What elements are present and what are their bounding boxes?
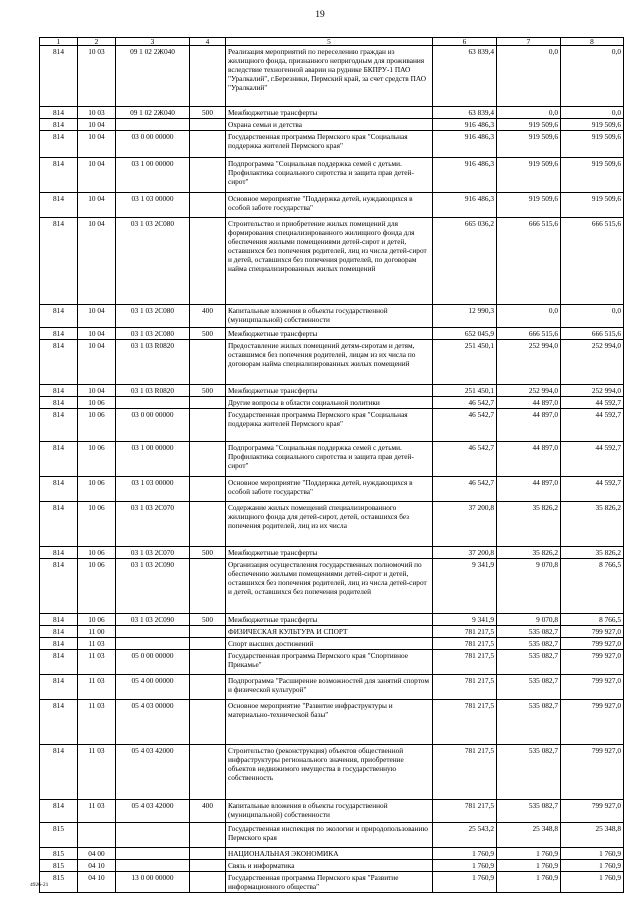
table-row bbox=[40, 218, 624, 305]
expense-type-cell bbox=[190, 745, 226, 800]
amount-year2-cell: 252 994,0 bbox=[497, 340, 561, 385]
expense-type-cell bbox=[190, 559, 226, 614]
row-code-cell: 814 bbox=[40, 559, 78, 614]
expense-type-cell: 500 bbox=[190, 107, 226, 119]
expense-type-cell bbox=[190, 823, 226, 848]
target-article-cell bbox=[116, 848, 190, 860]
target-article-cell: 03 0 00 00000 bbox=[116, 409, 190, 442]
amount-year2-cell: 44 897,0 bbox=[497, 409, 561, 442]
section-code-cell: 10 04 bbox=[78, 218, 116, 305]
expense-type-cell: 500 bbox=[190, 328, 226, 340]
amount-year2-cell: 44 897,0 bbox=[497, 477, 561, 502]
target-article-cell bbox=[116, 119, 190, 131]
amount-year2-cell: 35 826,2 bbox=[497, 502, 561, 547]
amount-year2-cell: 535 082,7 bbox=[497, 700, 561, 745]
amount-year2-cell: 1 760,9 bbox=[497, 860, 561, 872]
target-article-cell bbox=[116, 638, 190, 650]
table-row bbox=[40, 559, 624, 614]
table-row bbox=[40, 650, 624, 675]
section-code-cell: 10 04 bbox=[78, 193, 116, 218]
target-article-cell: 03 1 03 2С090 bbox=[116, 614, 190, 626]
description-cell: Межбюджетные трансферты bbox=[226, 107, 433, 119]
target-article-cell: 03 1 03 2С070 bbox=[116, 547, 190, 559]
amount-year1-cell: 781 217,5 bbox=[433, 626, 497, 638]
row-code-cell: 815 bbox=[40, 860, 78, 872]
amount-year1-cell: 781 217,5 bbox=[433, 650, 497, 675]
section-code-cell: 11 03 bbox=[78, 650, 116, 675]
section-code-cell: 10 04 bbox=[78, 305, 116, 328]
amount-year2-cell: 44 897,0 bbox=[497, 442, 561, 477]
target-article-cell bbox=[116, 626, 190, 638]
amount-year3-cell: 0,0 bbox=[561, 107, 624, 119]
row-code-cell: 815 bbox=[40, 823, 78, 848]
amount-year3-cell: 44 592,7 bbox=[561, 409, 624, 442]
amount-year2-cell: 535 082,7 bbox=[497, 745, 561, 800]
target-article-cell: 05 4 00 00000 bbox=[116, 675, 190, 700]
header-cell: 8 bbox=[561, 38, 624, 46]
description-cell: Подпрограмма "Социальная поддержка семей с детьми. Профилактика социального сиротства и защита прав детей-сирот" bbox=[226, 442, 433, 477]
amount-year2-cell: 919 509,6 bbox=[497, 119, 561, 131]
amount-year3-cell: 0,0 bbox=[561, 305, 624, 328]
row-code-cell: 814 bbox=[40, 397, 78, 409]
section-code-cell: 10 04 bbox=[78, 328, 116, 340]
amount-year3-cell: 252 994,0 bbox=[561, 340, 624, 385]
table-row bbox=[40, 119, 624, 131]
amount-year1-cell: 916 486,3 bbox=[433, 131, 497, 158]
amount-year2-cell: 535 082,7 bbox=[497, 626, 561, 638]
table-row bbox=[40, 872, 624, 893]
row-code-cell: 814 bbox=[40, 442, 78, 477]
target-article-cell: 03 1 03 00000 bbox=[116, 193, 190, 218]
amount-year1-cell: 665 036,2 bbox=[433, 218, 497, 305]
expense-type-cell bbox=[190, 158, 226, 193]
amount-year2-cell: 9 070,8 bbox=[497, 614, 561, 626]
row-code-cell: 814 bbox=[40, 131, 78, 158]
section-code-cell: 11 00 bbox=[78, 626, 116, 638]
table-row bbox=[40, 860, 624, 872]
section-code-cell: 04 10 bbox=[78, 872, 116, 893]
description-cell: ФИЗИЧЕСКАЯ КУЛЬТУРА И СПОРТ bbox=[226, 626, 433, 638]
table-row bbox=[40, 477, 624, 502]
target-article-cell: 03 1 03 R0820 bbox=[116, 385, 190, 397]
row-code-cell: 815 bbox=[40, 848, 78, 860]
target-article-cell: 03 1 03 2С070 bbox=[116, 502, 190, 547]
amount-year1-cell: 37 200,8 bbox=[433, 547, 497, 559]
expense-type-cell bbox=[190, 700, 226, 745]
description-cell: Государственная программа Пермского края "Спортивное Прикамье" bbox=[226, 650, 433, 675]
target-article-cell: 05 0 00 00000 bbox=[116, 650, 190, 675]
expense-type-cell: 500 bbox=[190, 547, 226, 559]
expense-type-cell bbox=[190, 46, 226, 107]
expense-type-cell bbox=[190, 397, 226, 409]
table-row bbox=[40, 800, 624, 823]
table-row bbox=[40, 614, 624, 626]
description-cell: Строительство и приобретение жилых помещений для формирования специализированного жилищного фонда для обеспечения жилыми помещениями детей-сирот и детей, оставшихся без попечения родителей, лиц из числа детей-сирот и детей, оставшихся без попечения родителей, по договорам найма специализированных жилых помещений bbox=[226, 218, 433, 305]
row-code-cell: 814 bbox=[40, 477, 78, 502]
row-code-cell: 814 bbox=[40, 328, 78, 340]
amount-year3-cell: 44 592,7 bbox=[561, 442, 624, 477]
amount-year1-cell: 46 542,7 bbox=[433, 409, 497, 442]
section-code-cell: 10 06 bbox=[78, 502, 116, 547]
row-code-cell: 814 bbox=[40, 700, 78, 745]
amount-year1-cell: 916 486,3 bbox=[433, 193, 497, 218]
amount-year2-cell: 666 515,6 bbox=[497, 218, 561, 305]
description-cell: Основное мероприятие "Развитие инфраструктуры и материально-технической базы" bbox=[226, 700, 433, 745]
expense-type-cell bbox=[190, 502, 226, 547]
amount-year3-cell: 8 766,5 bbox=[561, 559, 624, 614]
table-row bbox=[40, 397, 624, 409]
section-code-cell bbox=[78, 823, 116, 848]
row-code-cell: 814 bbox=[40, 107, 78, 119]
amount-year2-cell: 0,0 bbox=[497, 305, 561, 328]
target-article-cell: 03 1 00 00000 bbox=[116, 442, 190, 477]
amount-year2-cell: 44 897,0 bbox=[497, 397, 561, 409]
header-cell: 7 bbox=[497, 38, 561, 46]
amount-year3-cell: 0,0 bbox=[561, 46, 624, 107]
amount-year3-cell: 44 592,7 bbox=[561, 477, 624, 502]
amount-year1-cell: 781 217,5 bbox=[433, 800, 497, 823]
table-row bbox=[40, 158, 624, 193]
section-code-cell: 10 03 bbox=[78, 46, 116, 107]
amount-year3-cell: 25 348,8 bbox=[561, 823, 624, 848]
table-row bbox=[40, 340, 624, 385]
amount-year2-cell: 535 082,7 bbox=[497, 638, 561, 650]
description-cell: НАЦИОНАЛЬНАЯ ЭКОНОМИКА bbox=[226, 848, 433, 860]
description-cell: Подпрограмма "Расширение возможностей для занятий спортом и физической культурой" bbox=[226, 675, 433, 700]
section-code-cell: 10 06 bbox=[78, 409, 116, 442]
amount-year1-cell: 25 543,2 bbox=[433, 823, 497, 848]
section-code-cell: 11 03 bbox=[78, 700, 116, 745]
row-code-cell: 814 bbox=[40, 193, 78, 218]
description-cell: Связь и информатика bbox=[226, 860, 433, 872]
amount-year1-cell: 781 217,5 bbox=[433, 700, 497, 745]
amount-year1-cell: 251 450,1 bbox=[433, 340, 497, 385]
table-row bbox=[40, 305, 624, 328]
amount-year1-cell: 916 486,3 bbox=[433, 158, 497, 193]
description-cell: Государственная программа Пермского края "Социальная поддержка жителей Пермского края" bbox=[226, 131, 433, 158]
description-cell: Государственная программа Пермского края "Развитие информационного общества" bbox=[226, 872, 433, 893]
expense-type-cell bbox=[190, 442, 226, 477]
row-code-cell: 814 bbox=[40, 502, 78, 547]
amount-year1-cell: 916 486,3 bbox=[433, 119, 497, 131]
table-row bbox=[40, 107, 624, 119]
expense-type-cell bbox=[190, 409, 226, 442]
description-cell: Строительство (реконструкция) объектов общественной инфраструктуры регионального значения, приобретение объектов недвижимого имущества в государственную собственность bbox=[226, 745, 433, 800]
target-article-cell: 05 4 03 00000 bbox=[116, 700, 190, 745]
section-code-cell: 10 06 bbox=[78, 547, 116, 559]
row-code-cell: 814 bbox=[40, 46, 78, 107]
section-code-cell: 10 04 bbox=[78, 131, 116, 158]
description-cell: Основное мероприятие "Поддержка детей, нуждающихся в особой заботе государства" bbox=[226, 477, 433, 502]
table-row bbox=[40, 442, 624, 477]
row-code-cell: 814 bbox=[40, 745, 78, 800]
expense-type-cell bbox=[190, 650, 226, 675]
section-code-cell: 10 04 bbox=[78, 158, 116, 193]
description-cell: Организация осуществления государственных полномочий по обеспечению жилыми помещениями детей-сирот и детей, оставшихся без попечения родителей, лиц из числа детей-сирот и детей, оставшихся без попечения родителей bbox=[226, 559, 433, 614]
amount-year3-cell: 8 766,5 bbox=[561, 614, 624, 626]
amount-year1-cell: 781 217,5 bbox=[433, 638, 497, 650]
target-article-cell: 03 0 00 00000 bbox=[116, 131, 190, 158]
table-row bbox=[40, 46, 624, 107]
expense-type-cell: 400 bbox=[190, 305, 226, 328]
amount-year3-cell: 35 826,2 bbox=[561, 547, 624, 559]
header-cell: 5 bbox=[226, 38, 433, 46]
target-article-cell: 03 1 03 2С080 bbox=[116, 305, 190, 328]
description-cell: Межбюджетные трансферты bbox=[226, 385, 433, 397]
row-code-cell: 814 bbox=[40, 119, 78, 131]
row-code-cell: 814 bbox=[40, 650, 78, 675]
amount-year2-cell: 919 509,6 bbox=[497, 131, 561, 158]
amount-year2-cell: 535 082,7 bbox=[497, 675, 561, 700]
target-article-cell bbox=[116, 397, 190, 409]
amount-year1-cell: 781 217,5 bbox=[433, 745, 497, 800]
section-code-cell: 10 06 bbox=[78, 477, 116, 502]
header-cell: 6 bbox=[433, 38, 497, 46]
amount-year1-cell: 46 542,7 bbox=[433, 442, 497, 477]
section-code-cell: 11 03 bbox=[78, 675, 116, 700]
amount-year1-cell: 9 341,9 bbox=[433, 559, 497, 614]
table-row bbox=[40, 700, 624, 745]
expense-type-cell: 500 bbox=[190, 614, 226, 626]
table-row bbox=[40, 823, 624, 848]
amount-year2-cell: 919 509,6 bbox=[497, 193, 561, 218]
row-code-cell: 814 bbox=[40, 547, 78, 559]
amount-year3-cell: 799 927,0 bbox=[561, 700, 624, 745]
expense-type-cell: 500 bbox=[190, 385, 226, 397]
amount-year3-cell: 919 509,6 bbox=[561, 119, 624, 131]
amount-year3-cell: 1 760,9 bbox=[561, 848, 624, 860]
expense-type-cell bbox=[190, 626, 226, 638]
expense-type-cell bbox=[190, 860, 226, 872]
amount-year2-cell: 25 348,8 bbox=[497, 823, 561, 848]
amount-year1-cell: 251 450,1 bbox=[433, 385, 497, 397]
target-article-cell: 03 1 03 2С090 bbox=[116, 559, 190, 614]
target-article-cell: 03 1 03 00000 bbox=[116, 477, 190, 502]
description-cell: Спорт высших достижений bbox=[226, 638, 433, 650]
section-code-cell: 10 06 bbox=[78, 442, 116, 477]
amount-year2-cell: 535 082,7 bbox=[497, 650, 561, 675]
table-row bbox=[40, 193, 624, 218]
amount-year2-cell: 666 515,6 bbox=[497, 328, 561, 340]
table-row bbox=[40, 848, 624, 860]
amount-year3-cell: 919 509,6 bbox=[561, 158, 624, 193]
header-cell: 1 bbox=[40, 38, 78, 46]
description-cell: Государственная программа Пермского края "Социальная поддержка жителей Пермского края" bbox=[226, 409, 433, 442]
row-code-cell: 814 bbox=[40, 218, 78, 305]
amount-year2-cell: 252 994,0 bbox=[497, 385, 561, 397]
expense-type-cell bbox=[190, 340, 226, 385]
target-article-cell bbox=[116, 860, 190, 872]
section-code-cell: 04 10 bbox=[78, 860, 116, 872]
description-cell: Государственная инспекция по экологии и природопользованию Пермского края bbox=[226, 823, 433, 848]
expense-type-cell bbox=[190, 119, 226, 131]
table-row bbox=[40, 385, 624, 397]
table-row bbox=[40, 502, 624, 547]
budget-table bbox=[39, 37, 624, 893]
description-cell: Капитальные вложения в объекты государственной (муниципальной) собственности bbox=[226, 800, 433, 823]
row-code-cell: 814 bbox=[40, 638, 78, 650]
description-cell: Межбюджетные трансферты bbox=[226, 547, 433, 559]
description-cell: Охрана семьи и детства bbox=[226, 119, 433, 131]
target-article-cell: 03 1 03 R0820 bbox=[116, 340, 190, 385]
target-article-cell: 09 1 02 2Ж040 bbox=[116, 107, 190, 119]
row-code-cell: 814 bbox=[40, 385, 78, 397]
amount-year3-cell: 799 927,0 bbox=[561, 745, 624, 800]
amount-year1-cell: 12 990,3 bbox=[433, 305, 497, 328]
table-row bbox=[40, 131, 624, 158]
amount-year1-cell: 1 760,9 bbox=[433, 860, 497, 872]
target-article-cell: 03 1 00 00000 bbox=[116, 158, 190, 193]
amount-year2-cell: 0,0 bbox=[497, 46, 561, 107]
amount-year3-cell: 799 927,0 bbox=[561, 800, 624, 823]
expense-type-cell bbox=[190, 872, 226, 893]
expense-type-cell bbox=[190, 477, 226, 502]
amount-year1-cell: 37 200,8 bbox=[433, 502, 497, 547]
amount-year2-cell: 0,0 bbox=[497, 107, 561, 119]
expense-type-cell bbox=[190, 193, 226, 218]
row-code-cell: 814 bbox=[40, 626, 78, 638]
description-cell: Основное мероприятие "Поддержка детей, нуждающихся в особой заботе государства" bbox=[226, 193, 433, 218]
amount-year3-cell: 35 826,2 bbox=[561, 502, 624, 547]
amount-year3-cell: 666 515,6 bbox=[561, 328, 624, 340]
amount-year2-cell: 535 082,7 bbox=[497, 800, 561, 823]
expense-type-cell bbox=[190, 675, 226, 700]
amount-year1-cell: 46 542,7 bbox=[433, 397, 497, 409]
row-code-cell: 814 bbox=[40, 614, 78, 626]
row-code-cell: 815 bbox=[40, 872, 78, 893]
table-body bbox=[40, 46, 624, 893]
description-cell: Межбюджетные трансферты bbox=[226, 614, 433, 626]
table-row bbox=[40, 675, 624, 700]
table-row bbox=[40, 547, 624, 559]
section-code-cell: 11 03 bbox=[78, 638, 116, 650]
amount-year2-cell: 1 760,9 bbox=[497, 872, 561, 893]
amount-year2-cell: 9 070,8 bbox=[497, 559, 561, 614]
section-code-cell: 10 04 bbox=[78, 385, 116, 397]
header-row bbox=[40, 38, 624, 46]
target-article-cell: 05 4 03 42000 bbox=[116, 745, 190, 800]
section-code-cell: 10 03 bbox=[78, 107, 116, 119]
description-cell: Капитальные вложения в объекты государственной (муниципальной) собственности bbox=[226, 305, 433, 328]
description-cell: Содержание жилых помещений специализированного жилищного фонда для детей-сирот, детей, оставшихся без попечения родителей, лиц из их числа bbox=[226, 502, 433, 547]
amount-year3-cell: 44 592,7 bbox=[561, 397, 624, 409]
table-row bbox=[40, 626, 624, 638]
header-cell: 2 bbox=[78, 38, 116, 46]
row-code-cell: 814 bbox=[40, 305, 78, 328]
amount-year2-cell: 1 760,9 bbox=[497, 848, 561, 860]
section-code-cell: 10 06 bbox=[78, 559, 116, 614]
amount-year3-cell: 919 509,6 bbox=[561, 193, 624, 218]
row-code-cell: 814 bbox=[40, 409, 78, 442]
expense-type-cell bbox=[190, 848, 226, 860]
table-row bbox=[40, 745, 624, 800]
amount-year1-cell: 46 542,7 bbox=[433, 477, 497, 502]
section-code-cell: 10 06 bbox=[78, 397, 116, 409]
amount-year1-cell: 9 341,9 bbox=[433, 614, 497, 626]
amount-year3-cell: 919 509,6 bbox=[561, 131, 624, 158]
amount-year2-cell: 35 826,2 bbox=[497, 547, 561, 559]
target-article-cell: 03 1 03 2С080 bbox=[116, 218, 190, 305]
description-cell: Реализация мероприятий по переселению граждан из жилищного фонда, признанного непригодным для проживания вследствие техногенной аварии на руднике БКПРУ-1 ПАО "Уралкалий", г.Березники, Пермский край, за счет средств ПАО "Уралкалий" bbox=[226, 46, 433, 107]
table-row bbox=[40, 638, 624, 650]
amount-year1-cell: 1 760,9 bbox=[433, 872, 497, 893]
description-cell: Другие вопросы в области социальной политики bbox=[226, 397, 433, 409]
amount-year3-cell: 252 994,0 bbox=[561, 385, 624, 397]
target-article-cell: 03 1 03 2С080 bbox=[116, 328, 190, 340]
section-code-cell: 10 04 bbox=[78, 340, 116, 385]
page-number: 19 bbox=[315, 10, 325, 20]
amount-year1-cell: 1 760,9 bbox=[433, 848, 497, 860]
row-code-cell: 814 bbox=[40, 800, 78, 823]
amount-year3-cell: 1 760,9 bbox=[561, 860, 624, 872]
target-article-cell: 13 0 00 00000 bbox=[116, 872, 190, 893]
amount-year1-cell: 652 045,9 bbox=[433, 328, 497, 340]
description-cell: Предоставление жилых помещений детям-сиротам и детям, оставшимся без попечения родителей, лицам из их числа по договорам найма специализированных жилых помещений bbox=[226, 340, 433, 385]
amount-year2-cell: 919 509,6 bbox=[497, 158, 561, 193]
section-code-cell: 11 03 bbox=[78, 800, 116, 823]
target-article-cell bbox=[116, 823, 190, 848]
footer-code: 4926-21 bbox=[30, 882, 49, 888]
expense-type-cell bbox=[190, 131, 226, 158]
table-row bbox=[40, 328, 624, 340]
expense-type-cell bbox=[190, 218, 226, 305]
amount-year3-cell: 799 927,0 bbox=[561, 638, 624, 650]
expense-type-cell bbox=[190, 638, 226, 650]
row-code-cell: 814 bbox=[40, 158, 78, 193]
amount-year3-cell: 1 760,9 bbox=[561, 872, 624, 893]
amount-year3-cell: 799 927,0 bbox=[561, 675, 624, 700]
amount-year1-cell: 781 217,5 bbox=[433, 675, 497, 700]
header-cell: 3 bbox=[116, 38, 190, 46]
description-cell: Межбюджетные трансферты bbox=[226, 328, 433, 340]
section-code-cell: 10 04 bbox=[78, 119, 116, 131]
table-row bbox=[40, 409, 624, 442]
header-cell: 4 bbox=[190, 38, 226, 46]
row-code-cell: 814 bbox=[40, 675, 78, 700]
section-code-cell: 04 00 bbox=[78, 848, 116, 860]
section-code-cell: 11 03 bbox=[78, 745, 116, 800]
amount-year1-cell: 63 839,4 bbox=[433, 46, 497, 107]
expense-type-cell: 400 bbox=[190, 800, 226, 823]
amount-year3-cell: 799 927,0 bbox=[561, 650, 624, 675]
section-code-cell: 10 06 bbox=[78, 614, 116, 626]
amount-year3-cell: 666 515,6 bbox=[561, 218, 624, 305]
target-article-cell: 05 4 03 42000 bbox=[116, 800, 190, 823]
row-code-cell: 814 bbox=[40, 340, 78, 385]
amount-year1-cell: 63 839,4 bbox=[433, 107, 497, 119]
target-article-cell: 09 1 02 2Ж040 bbox=[116, 46, 190, 107]
description-cell: Подпрограмма "Социальная поддержка семей с детьми. Профилактика социального сиротства и защита прав детей-сирот" bbox=[226, 158, 433, 193]
amount-year3-cell: 799 927,0 bbox=[561, 626, 624, 638]
